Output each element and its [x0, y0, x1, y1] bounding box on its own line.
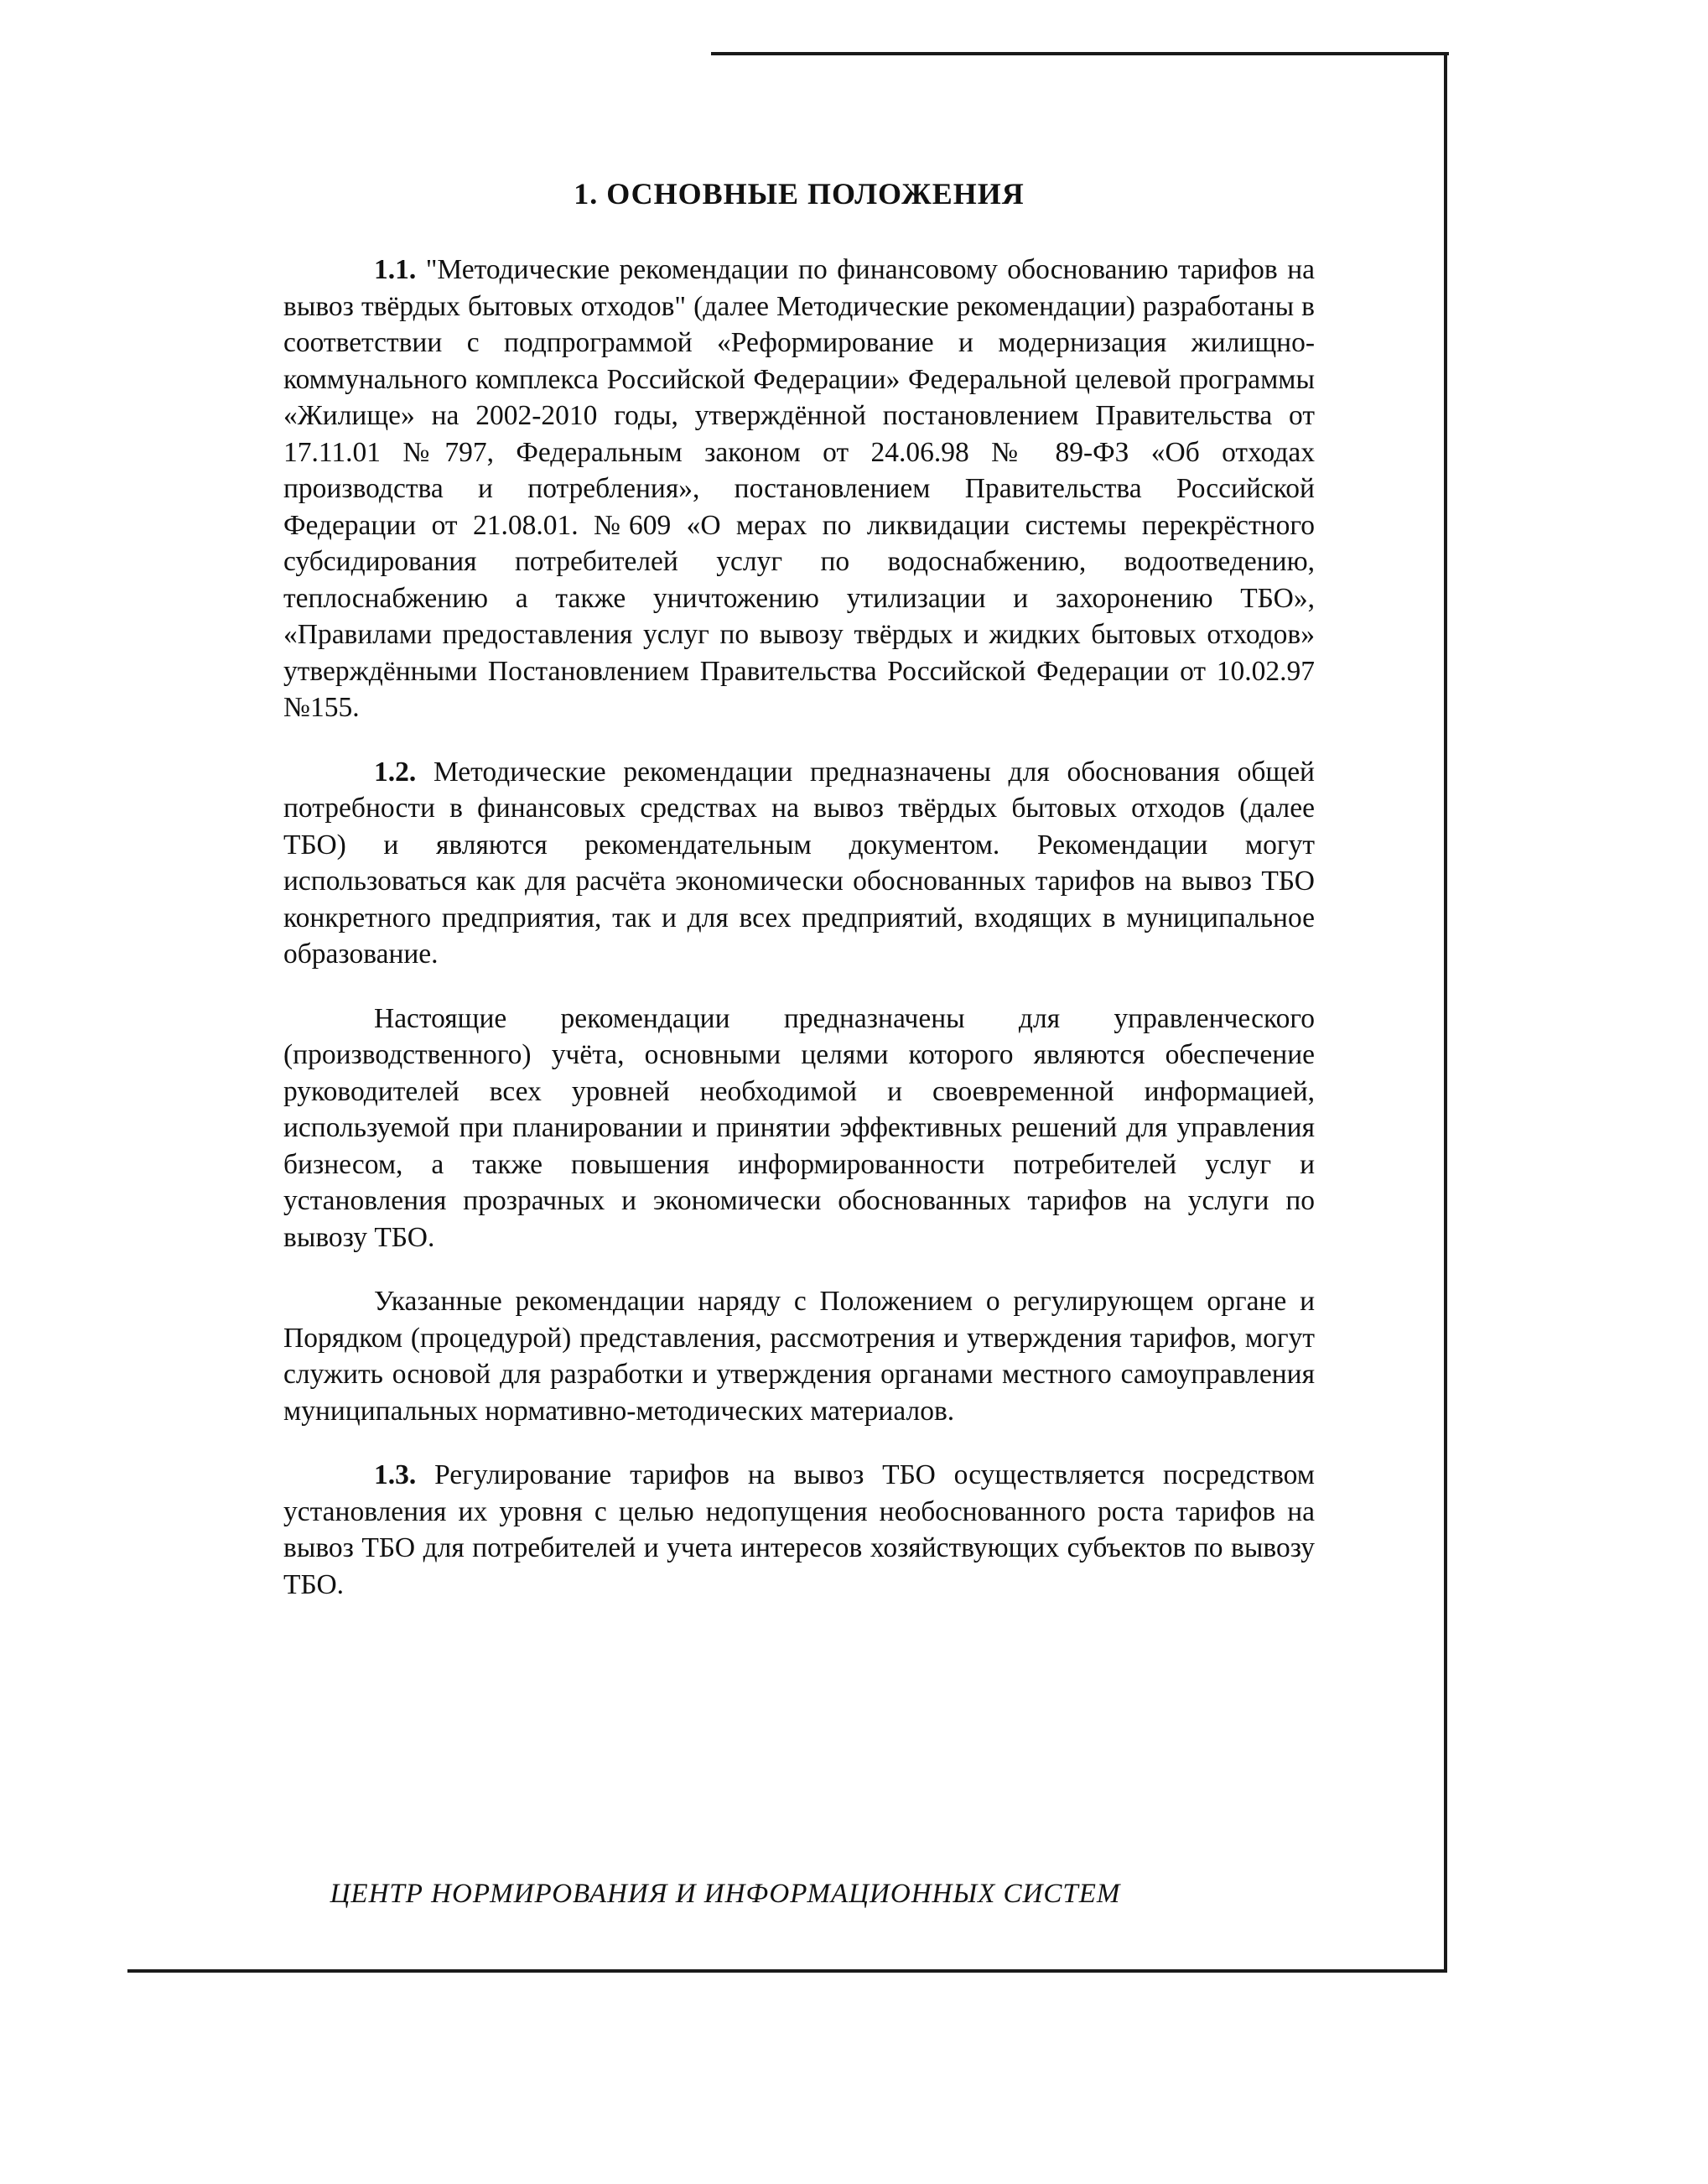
- paragraph-1-2: [283, 754, 1315, 973]
- paragraph-number: 1.2.: [374, 756, 417, 788]
- page-frame-right-line: [1444, 52, 1447, 1973]
- paragraph-1-1: [283, 252, 1315, 726]
- paragraph-text: "Методические рекомендации по финансовому обоснованию тарифов на вывоз твёрдых бытовых отходов" (далее Методические рекомендации) разработаны в соответствии с подпрограммой «Реформирование и модернизация жилищно-коммунального комплекса Российской Федерации» Федеральной целевой программы «Жилище» на 2002-2010 годы, утверждённой постановлением Правительства от 17.11.01 №797, Федеральным законом от 24.06.98 № 89-ФЗ «Об отходах производства и потребления», постановлением Правительства Российской Федерации от 21.08.01. №609 «О мерах по ликвидации системы перекрёстного субсидирования потребителей услуг по водоснабжению, водоотведению, теплоснабжению а также уничтожению утилизации и захоронению ТБО», «Правилами предоставления услуг по вывозу твёрдых и жидких бытовых отходов» утверждёнными Постановлением Правительства Российской Федерации от 10.02.97 №155.: [283, 254, 1315, 723]
- paragraph-number: 1.3.: [374, 1459, 417, 1490]
- paragraph-text: Регулирование тарифов на вывоз ТБО осуществляется посредством установления их уровня с целью недопущения необоснованного роста тарифов на вывоз ТБО для потребителей и учета интересов хозяйствующих субъектов по вывозу ТБО.: [283, 1459, 1315, 1600]
- paragraph-regulatory-basis: [283, 1283, 1315, 1429]
- page-frame-top-line: [711, 52, 1449, 55]
- paragraph-text: Указанные рекомендации наряду с Положением о регулирующем органе и Порядком (процедурой) представления, рассмотрения и утверждения тарифов, могут служить основой для разработки и утверждения органами местного самоуправления муниципальных нормативно-методических материалов.: [283, 1286, 1315, 1427]
- paragraph-text: Методические рекомендации предназначены для обоснования общей потребности в финансовых средствах на вывоз твёрдых бытовых отходов (далее ТБО) и являются рекомендательным документом. Рекомендации могут использоваться как для расчёта экономически обоснованных тарифов на вывоз ТБО конкретного предприятия, так и для всех предприятий, входящих в муниципальное образование.: [283, 756, 1315, 970]
- paragraph-number: 1.1.: [374, 254, 417, 285]
- paragraph-1-3: [283, 1457, 1315, 1603]
- paragraph-text: Настоящие рекомендации предназначены для управленческого (производственного) учёта, основными целями которого являются обеспечение руководителей всех уровней необходимой и своевременной информацией, используемой при планировании и принятии эффективных решений для управления бизнесом, а также повышения информированности потребителей услуг и установления прозрачных и экономически обоснованных тарифов на услуги по вывозу ТБО.: [283, 1002, 1315, 1253]
- section-title: 1. ОСНОВНЫЕ ПОЛОЖЕНИЯ: [574, 177, 1025, 211]
- document-body: [283, 176, 1315, 1630]
- page-footer: ЦЕНТР НОРМИРОВАНИЯ И ИНФОРМАЦИОННЫХ СИСТЕМ: [330, 1879, 1121, 1909]
- page-frame-bottom-line: [127, 1969, 1447, 1973]
- paragraph-accounting: [283, 1001, 1315, 1256]
